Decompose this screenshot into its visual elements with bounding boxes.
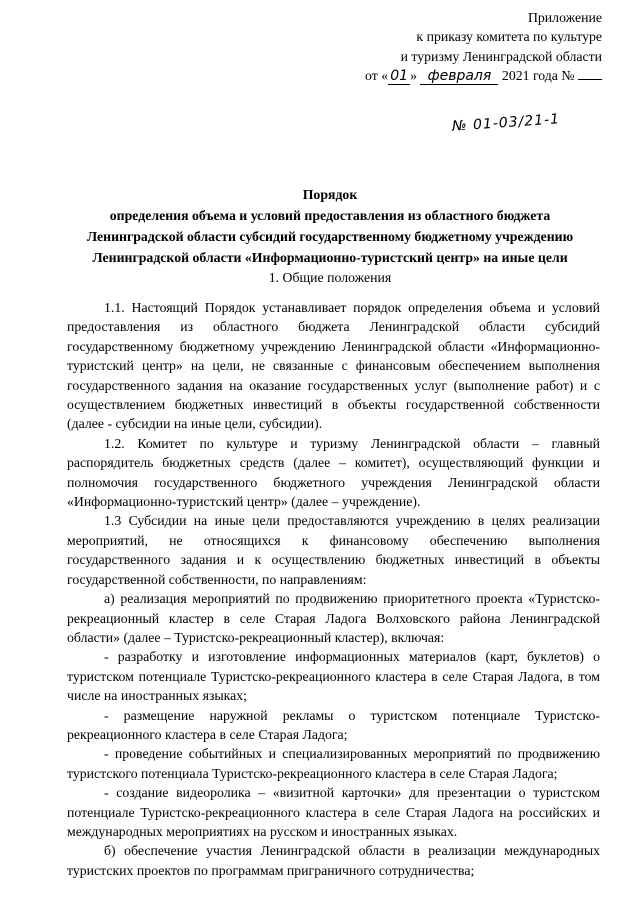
appendix-label: Приложение (527, 10, 602, 25)
title-line: определения объема и условий предоставления из областного бюджета (109, 208, 551, 223)
paragraph-dash-item: - размещение наружной рекламы о туристском потенциале Туристско-рекреационного кластера в селе Старая Ладога; (67, 707, 600, 742)
paragraph-1-3: 1.3 Субсидии на иные цели предоставляются учреждению в целях реализации мероприятий, не относящихся к финансовому обеспечению выполнения государственного задания и к осуществлению бюджетных инвестиций в объекты государственной собственности, по направлениям: (67, 513, 600, 587)
date-prefix: от « (365, 68, 389, 84)
order-reference-line: и туризму Ленинградской области (400, 48, 602, 64)
title-line: Ленинградской области «Информационно-туристский центр» на иные цели (92, 250, 568, 265)
section-heading: 1. Общие положения (268, 270, 392, 285)
document-title (60, 184, 600, 268)
number-blank (578, 67, 602, 80)
paragraph-dash-item: - проведение событийных и специализированных мероприятий по продвижению туристского потенциала Туристско-рекреационного кластера в селе Старая Ладога; (67, 746, 600, 781)
handwritten-order-number: № 01-03/21-1 (451, 111, 561, 135)
paragraph-dash-item: - разработку и изготовление информационных материалов (карт, буклетов) о туристском потенциале Туристско-рекреационного кластера в селе Старая Ладога, в том числе на иностранных языках; (67, 649, 600, 704)
order-reference-line: к приказу комитета по культуре (416, 29, 602, 45)
title-line: Порядок (302, 187, 358, 202)
paragraph-dash-item: - создание видеоролика – «визитной карточки» для презентации о туристском потенциале Туристско-рекреационного кластера в селе Старая Ладога на российских и международных мероприятиях на русском и иностранных языках. (67, 785, 600, 839)
date-mid: » (410, 68, 418, 84)
paragraph-1-1: 1.1. Настоящий Порядок устанавливает порядок определения объема и условий предоставления из областного бюджета Ленинградской области субсидий государственному бюджетному учреждению Ленинградской области «Информационно-туристский центр» на цели, не связанные с финансовым обеспечением выполнения государственного задания на оказание государственных услуг (выполнение работ) и с осуществлением бюджетных инвестиций в объекты государственной собственности (далее - субсидии на иные цели, субсидии). (67, 300, 600, 432)
paragraph-item-b: б) обеспечение участия Ленинградской области в реализации международных туристских проектов по программам приграничного сотрудничества; (67, 843, 600, 878)
section-body (67, 298, 600, 880)
paragraph-item-a: а) реализация мероприятий по продвижению приоритетного проекта «Туристско-рекреационный кластер в селе Старая Ладога Волховского района Ленинградской области» (далее – Туристско-рекреационный кластер), включая: (67, 591, 600, 645)
title-line: Ленинградской области субсидий государственному бюджетному учреждению (86, 229, 574, 244)
order-date-line (302, 66, 602, 85)
paragraph-1-2: 1.2. Комитет по культуре и туризму Ленинградской области – главный распорядитель бюджетных средств (далее – комитет), осуществляющий функции и полномочия государственного бюджетного учреждения Ленинградской области «Информационно-туристский центр» (далее – учреждение). (67, 435, 600, 510)
date-suffix: 2021 года № (501, 68, 575, 84)
handwritten-day: 01 (388, 69, 410, 85)
appendix-header (302, 8, 602, 86)
handwritten-month: февраля (420, 69, 498, 85)
